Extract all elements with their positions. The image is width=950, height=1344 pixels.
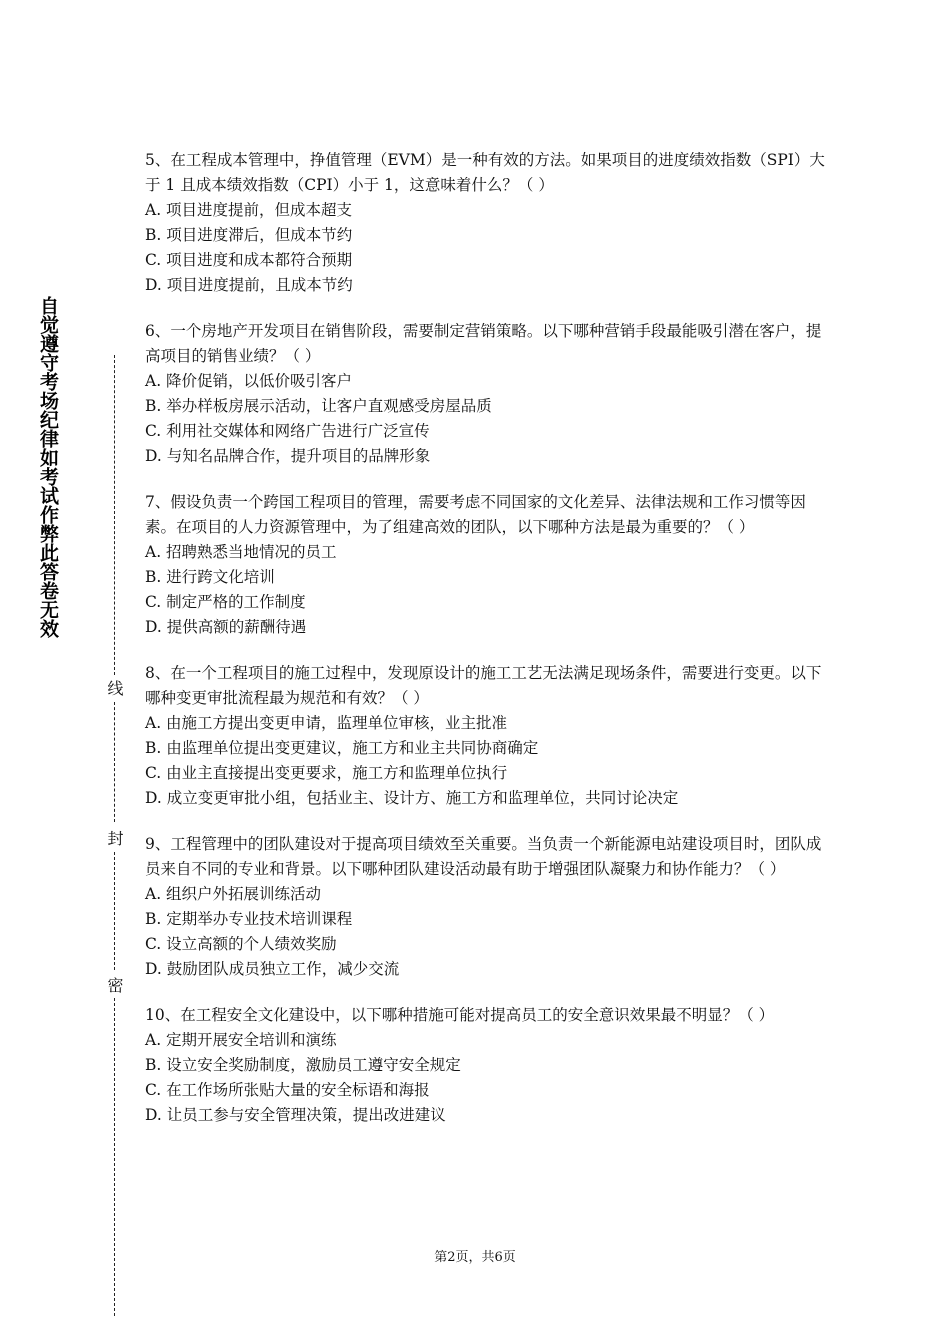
seal-dashed-line	[114, 998, 115, 1316]
option-d: D. 让员工参与安全管理决策，提出改进建议	[145, 1106, 446, 1124]
option-a: A. 项目进度提前，但成本超支	[145, 201, 353, 219]
question-6	[145, 319, 825, 469]
question-stem: 7、假设负责一个跨国工程项目的管理，需要考虑不同国家的文化差异、法律法规和工作习惯等因素。在项目的人力资源管理中，为了组建高效的团队，以下哪种方法是最为重要的？（ ）	[145, 493, 806, 536]
question-9	[145, 832, 825, 982]
option-b: B. 进行跨文化培训	[145, 568, 275, 586]
option-c: C. 制定严格的工作制度	[145, 593, 306, 611]
question-stem: 5、在工程成本管理中，挣值管理（EVM）是一种有效的方法。如果项目的进度绩效指数（SPI）大于 1 且成本绩效指数（CPI）小于 1，这意味着什么？（ ）	[145, 151, 825, 194]
option-a: A. 组织户外拓展训练活动	[145, 885, 322, 903]
option-d: D. 项目进度提前，且成本节约	[145, 276, 353, 294]
question-stem: 9、工程管理中的团队建设对于提高项目绩效至关重要。当负责一个新能源电站建设项目时，团队成员来自不同的专业和背景。以下哪种团队建设活动最有助于增强团队凝聚力和协作能力？（ ）	[145, 835, 822, 878]
question-stem: 10、在工程安全文化建设中，以下哪种措施可能对提高员工的安全意识效果最不明显？（ ）	[145, 1006, 775, 1024]
option-b: B. 项目进度滞后，但成本节约	[145, 226, 353, 244]
option-d: D. 提供高额的薪酬待遇	[145, 618, 307, 636]
seal-dashed-line	[114, 852, 115, 970]
question-stem: 6、一个房地产开发项目在销售阶段，需要制定营销策略。以下哪种营销手段最能吸引潜在客户，提高项目的销售业绩？（ ）	[145, 322, 822, 365]
option-b: B. 举办样板房展示活动，让客户直观感受房屋品质	[145, 397, 492, 415]
option-a: A. 招聘熟悉当地情况的员工	[145, 543, 337, 561]
question-10	[145, 1003, 825, 1128]
option-d: D. 鼓励团队成员独立工作，减少交流	[145, 960, 400, 978]
question-8	[145, 661, 825, 811]
exam-discipline-notice: 自觉遵守考场纪律如考试作弊此答卷无效	[37, 296, 59, 638]
seal-label-line: 线	[105, 680, 124, 696]
option-a: A. 由施工方提出变更申请，监理单位审核，业主批准	[145, 714, 508, 732]
option-c: C. 在工作场所张贴大量的安全标语和海报	[145, 1081, 430, 1099]
seal-label-secret: 密	[105, 977, 124, 993]
seal-dashed-line	[114, 355, 115, 675]
page-number: 第2页，共6页	[434, 1250, 516, 1265]
option-d: D. 与知名品牌合作，提升项目的品牌形象	[145, 447, 431, 465]
question-7	[145, 490, 825, 640]
option-a: A. 降价促销，以低价吸引客户	[145, 372, 353, 390]
question-5	[145, 148, 825, 298]
option-c: C. 由业主直接提出变更要求，施工方和监理单位执行	[145, 764, 508, 782]
option-d: D. 成立变更审批小组，包括业主、设计方、施工方和监理单位，共同讨论决定	[145, 789, 679, 807]
question-stem: 8、在一个工程项目的施工过程中，发现原设计的施工工艺无法满足现场条件，需要进行变更。以下哪种变更审批流程最为规范和有效？（ ）	[145, 664, 822, 707]
option-b: B. 定期举办专业技术培训课程	[145, 910, 353, 928]
option-b: B. 由监理单位提出变更建议，施工方和业主共同协商确定	[145, 739, 539, 757]
seal-dashed-line	[114, 702, 115, 822]
option-c: C. 设立高额的个人绩效奖励	[145, 935, 337, 953]
option-b: B. 设立安全奖励制度，激励员工遵守安全规定	[145, 1056, 461, 1074]
option-a: A. 定期开展安全培训和演练	[145, 1031, 337, 1049]
seal-label-seal: 封	[105, 830, 124, 846]
question-list	[145, 148, 825, 1149]
option-c: C. 项目进度和成本都符合预期	[145, 251, 353, 269]
option-c: C. 利用社交媒体和网络广告进行广泛宣传	[145, 422, 430, 440]
